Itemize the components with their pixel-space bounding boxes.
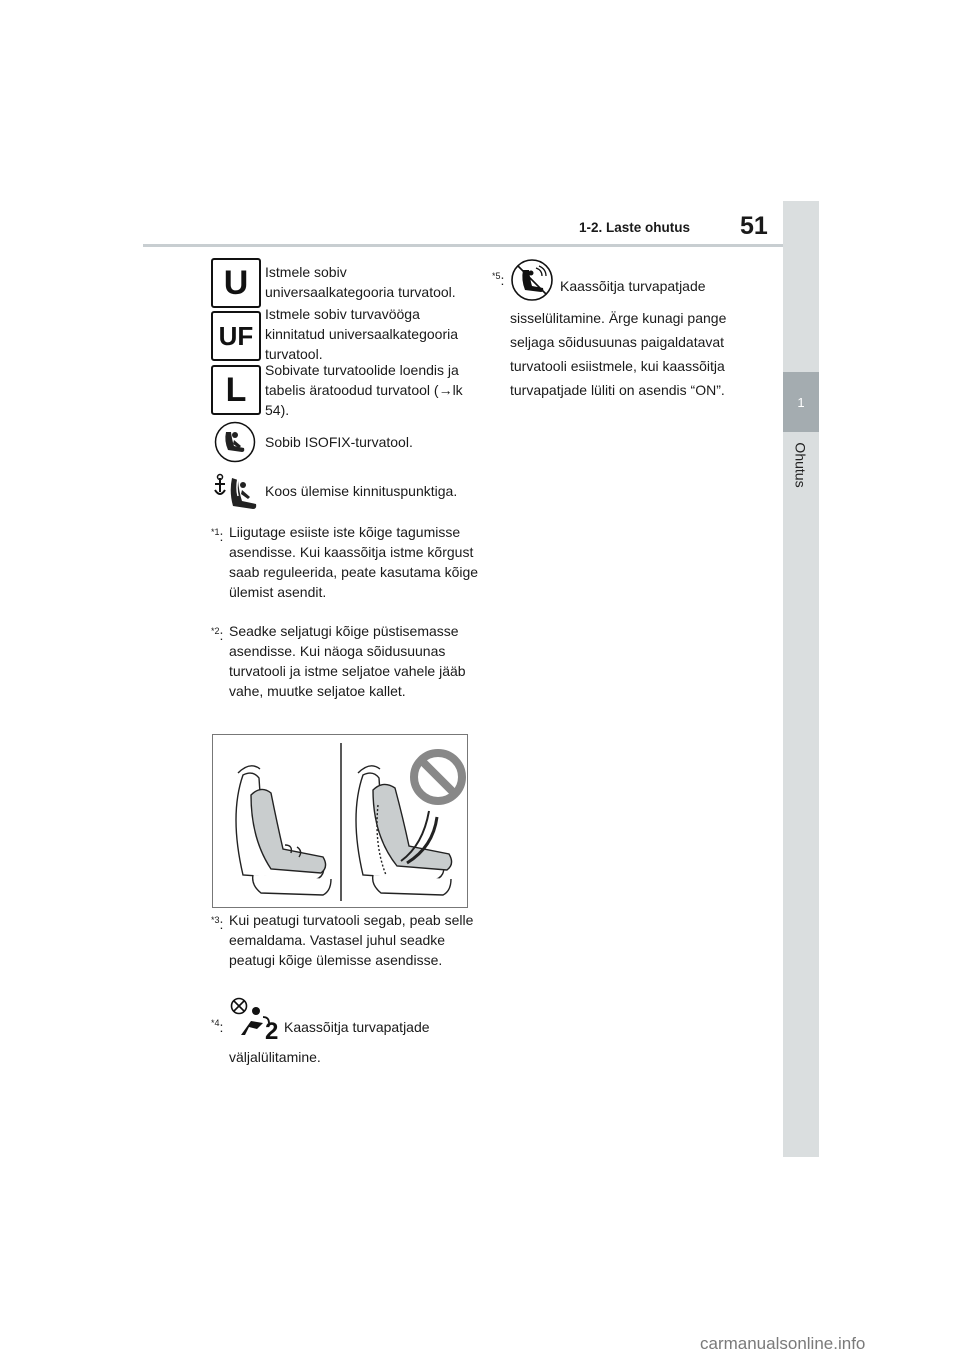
section-title: 1-2. Laste ohutus — [579, 220, 691, 235]
uf-seat-icon: UF — [211, 311, 261, 361]
note-1: $^{*1}$: Liigutage esiiste iste kõige tagumisse asendisse. Kui kaassõitja istme kõrgust saab reguleerida, peate kasutama kõige ülemist asendit. — [211, 524, 479, 600]
airbag-off-icon — [229, 997, 281, 1041]
legend-u-text: Istmele sobiv universaalkategooria turvatool. — [265, 264, 456, 300]
note-4-mark: *4 — [211, 1018, 220, 1028]
legend-l-text-a: Sobivate turvatoolide loendis ja tabelis äratoodud turvatool ( — [265, 362, 459, 398]
u-seat-icon: U — [211, 258, 261, 308]
legend-uf-text: Istmele sobiv turvavööga kinnitatud universaalkategooria turvatool. — [265, 306, 459, 362]
seat-incorrect-illustration — [356, 766, 452, 895]
airbag-on-icon — [510, 258, 554, 302]
header-rule — [143, 244, 783, 247]
top-tether-icon — [212, 472, 262, 512]
watermark: carmanualsonline.info — [700, 1334, 866, 1353]
legend-isofix-text: Sobib ISOFIX-turvatool. — [265, 434, 413, 450]
note-4: $^{*4}$: 2 Kaassõitja turvapatjade väljalülitamine. — [211, 1001, 481, 1071]
note-5: $^{*5}$: Kaassõitja turvapatjade sisselülitamine. Ärge kunagi pange seljaga sõidusuunas paigaldatavat turvatooli esiistmele, kui kaassõitja turvapatjade lüliti on asendis “ON”. — [492, 258, 752, 398]
isofix-icon — [214, 421, 256, 463]
chapter-number: 1 — [783, 372, 819, 432]
note-5-text-a: Kaassõitja turvapatjade — [560, 278, 706, 294]
note-4-text-b: väljalülitamine. — [229, 1049, 321, 1065]
note-2: $^{*2}$: Seadke seljatugi kõige püstisemasse asendisse. Kui näoga sõidusuunas turvatooli ja istme seljatoe vahele jääb vahe, muutke seljatoe kallet. — [211, 621, 481, 721]
note-3-text: Kui peatugi turvatooli segab, peab selle eemaldama. Vastasel juhul seadke peatugi kõige ülemisse asendisse. — [229, 912, 474, 968]
note-2-mark: *2 — [211, 626, 220, 636]
note-2-text: Seadke seljatugi kõige püstisemasse asendisse. Kui näoga sõidusuunas turvatooli ja istme seljatoe vahele jääb vahe, muutke seljatoe kallet. — [229, 623, 466, 699]
prohibition-icon — [414, 753, 462, 801]
note-5-text-b: sisselülitamine. Ärge kunagi pange seljaga sõidusuunas paigaldatavat turvatooli esiistmele, kui kaassõitja turvapatjade lüliti on asendis “ON”. — [510, 310, 727, 398]
note-1-text: Liigutage esiiste iste kõige tagumisse asendisse. Kui kaassõitja istme kõrgust saab reguleerida, peate kasutama kõige ülemist asendit. — [229, 524, 479, 600]
chapter-label-container — [783, 430, 819, 500]
note-3: $^{*3}$: Kui peatugi turvatooli segab, peab selle eemaldama. Vastasel juhul seadke peatugi kõige ülemisse asendisse. — [211, 910, 481, 992]
legend-tether-text: Koos ülemise kinnituspunktiga. — [265, 483, 458, 499]
note-1-mark: *1 — [211, 527, 220, 537]
note-4-text-a: Kaassõitja turvapatjade — [284, 1019, 430, 1035]
chapter-label: Ohutus — [793, 442, 810, 488]
legend-l-text — [265, 360, 475, 420]
seat-correct-illustration — [236, 766, 331, 895]
l-seat-icon: L — [211, 365, 261, 415]
note-5-mark: *5 — [492, 271, 501, 281]
note-3-mark: *3 — [211, 915, 220, 925]
svg-text:2: 2 — [265, 1018, 279, 1041]
seat-illustration — [212, 734, 468, 908]
arrow-right-icon: → — [438, 382, 453, 398]
legend-l-text-b: lk 54). — [265, 382, 463, 418]
chapter-sidebar — [783, 201, 819, 1157]
page-number: 51 — [740, 212, 768, 240]
